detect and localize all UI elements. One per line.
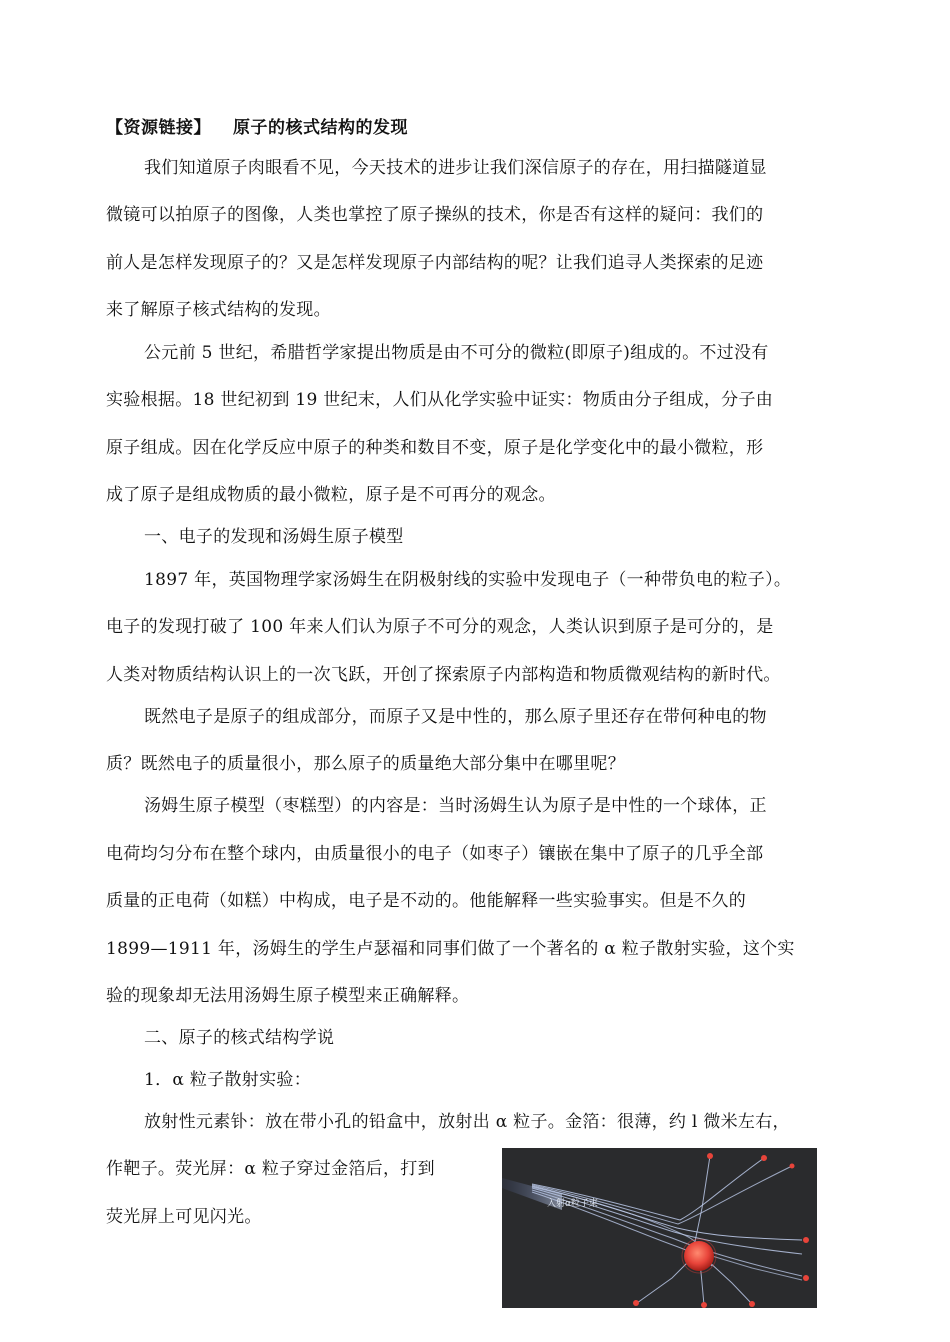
subsection-heading: 二、原子的核式结构学说 [144, 1028, 335, 1048]
heading-tag: 【资源链接】 [106, 118, 211, 138]
paragraph-line: 人类对物质结构认识上的一次飞跃，开创了探索原子内部构造和物质微观结构的新时代。 [106, 665, 781, 685]
section-heading [106, 113, 408, 138]
paragraph-line: 前人是怎样发现原子的？又是怎样发现原子内部结构的呢？让我们追寻人类探索的足迹 [106, 253, 764, 273]
detector-flashes [633, 1153, 809, 1308]
paragraph-line: 放射性元素钋：放在带小孔的铅盒中，放射出 α 粒子。金箔：很薄，约 l 微米左右， [144, 1112, 790, 1132]
paragraph-line: 1897 年，英国物理学家汤姆生在阴极射线的实验中发现电子（一种带负电的粒子）。 [144, 570, 792, 590]
heading-title: 原子的核式结构的发现 [233, 118, 408, 138]
paragraph-line: 我们知道原子肉眼看不见，今天技术的进步让我们深信原子的存在，用扫描隧道显 [144, 158, 767, 178]
beam-label: 入射α粒子束 [547, 1199, 598, 1209]
paragraph-line: 电荷均匀分布在整个球内，由质量很小的电子（如枣子）镶嵌在集中了原子的几乎全部 [106, 844, 764, 864]
paragraph-line: 验的现象却无法用汤姆生原子模型来正确解释。 [106, 986, 470, 1006]
gold-nucleus [684, 1241, 714, 1271]
paragraph-line: 实验根据。18 世纪初到 19 世纪末，人们从化学实验中证实：物质由分子组成，分子由 [106, 390, 774, 410]
paragraph-line: 汤姆生原子模型（枣糕型）的内容是：当时汤姆生认为原子是中性的一个球体，正 [144, 796, 767, 816]
alpha-scattering-figure [502, 1148, 817, 1308]
paragraph-line: 成了原子是组成物质的最小微粒，原子是不可再分的观念。 [106, 485, 556, 505]
paragraph-line: 微镜可以拍原子的图像，人类也掌控了原子操纵的技术，你是否有这样的疑问：我们的 [106, 205, 764, 225]
paragraph-line: 公元前 5 世纪，希腊哲学家提出物质是由不可分的微粒(即原子)组成的。不过没有 [144, 343, 769, 363]
paragraph-line: 质？既然电子的质量很小，那么原子的质量绝大部分集中在哪里呢？ [106, 754, 625, 774]
subsection-heading: 一、电子的发现和汤姆生原子模型 [144, 527, 404, 547]
list-item-heading: 1．α 粒子散射实验： [144, 1070, 311, 1090]
paragraph-line: 质量的正电荷（如糕）中构成，电子是不动的。他能解释一些实验事实。但是不久的 [106, 891, 747, 911]
paragraph-line: 1899—1911 年，汤姆生的学生卢瑟福和同事们做了一个著名的 α 粒子散射实验，这个实 [106, 939, 795, 959]
paragraph-line: 荧光屏上可见闪光。 [106, 1207, 262, 1227]
alpha-beam [502, 1156, 802, 1305]
paragraph-line: 来了解原子核式结构的发现。 [106, 300, 331, 320]
paragraph-line: 原子组成。因在化学反应中原子的种类和数目不变，原子是化学变化中的最小微粒，形 [106, 438, 764, 458]
scattering-diagram [502, 1148, 817, 1308]
paragraph-line: 既然电子是原子的组成部分，而原子又是中性的，那么原子里还存在带何种电的物 [144, 707, 767, 727]
paragraph-line: 电子的发现打破了 100 年来人们认为原子不可分的观念，人类认识到原子是可分的，是 [106, 617, 774, 637]
paragraph-line: 作靶子。荧光屏：α 粒子穿过金箔后，打到 [106, 1159, 435, 1179]
